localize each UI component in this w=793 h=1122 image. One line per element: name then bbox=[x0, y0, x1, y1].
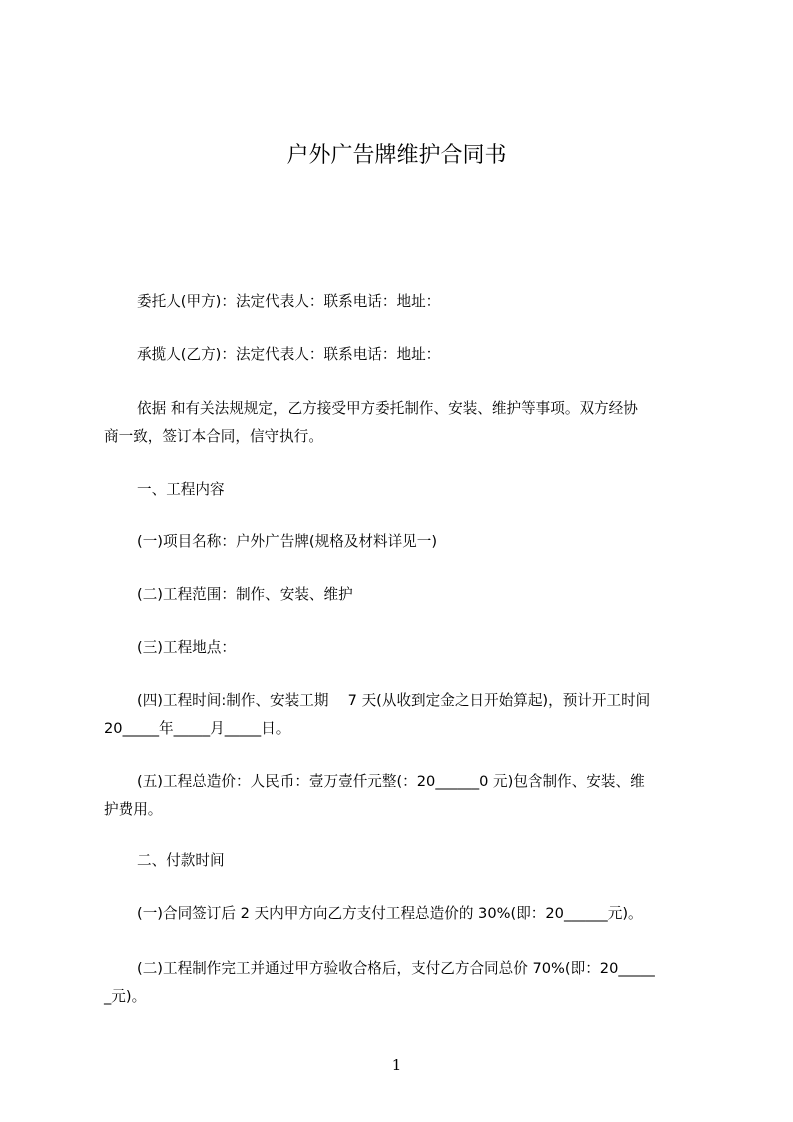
item-1-3: (三)工程地点： bbox=[137, 639, 236, 656]
item-2-2-line-2: _元)。 bbox=[104, 988, 147, 1005]
item-1-2: (二)工程范围：制作、安装、维护 bbox=[137, 586, 353, 603]
preamble-line-1: 依据 和有关法规规定，乙方接受甲方委托制作、安装、维护等事项。双方经协 bbox=[137, 400, 638, 417]
party-b-line: 承揽人(乙方)：法定代表人：联系电话：地址： bbox=[137, 346, 441, 363]
item-1-5-line-1: (五)工程总造价：人民币：壹万壹仟元整(：20______0 元)包含制作、安装、维 bbox=[137, 773, 645, 790]
item-1-4-line-1: (四)工程时间:制作、安装工期 7 天(从收到定金之日开始算起)，预计开工时间 bbox=[137, 692, 651, 709]
item-1-5-line-2: 护费用。 bbox=[104, 801, 163, 818]
preamble-line-2: 商一致，签订本合同，信守执行。 bbox=[104, 428, 323, 445]
document-title: 户外广告牌维护合同书 bbox=[286, 143, 507, 168]
item-2-1: (一)合同签订后 2 天内甲方向乙方支付工程总造价的 30%(即：20______元)。 bbox=[137, 905, 643, 922]
item-1-1: (一)项目名称：户外广告牌(规格及材料详见一) bbox=[137, 533, 438, 550]
party-a-line: 委托人(甲方)：法定代表人：联系电话：地址： bbox=[137, 293, 441, 310]
item-2-2-line-1: (二)工程制作完工并通过甲方验收合格后，支付乙方合同总价 70%(即：20_____ bbox=[137, 960, 655, 977]
section-2-heading: 二、付款时间 bbox=[137, 852, 225, 869]
section-1-heading: 一、工程内容 bbox=[137, 481, 225, 498]
page-number: 1 bbox=[391, 1056, 402, 1074]
item-1-4-line-2: 20_____年_____月_____日。 bbox=[104, 720, 291, 737]
